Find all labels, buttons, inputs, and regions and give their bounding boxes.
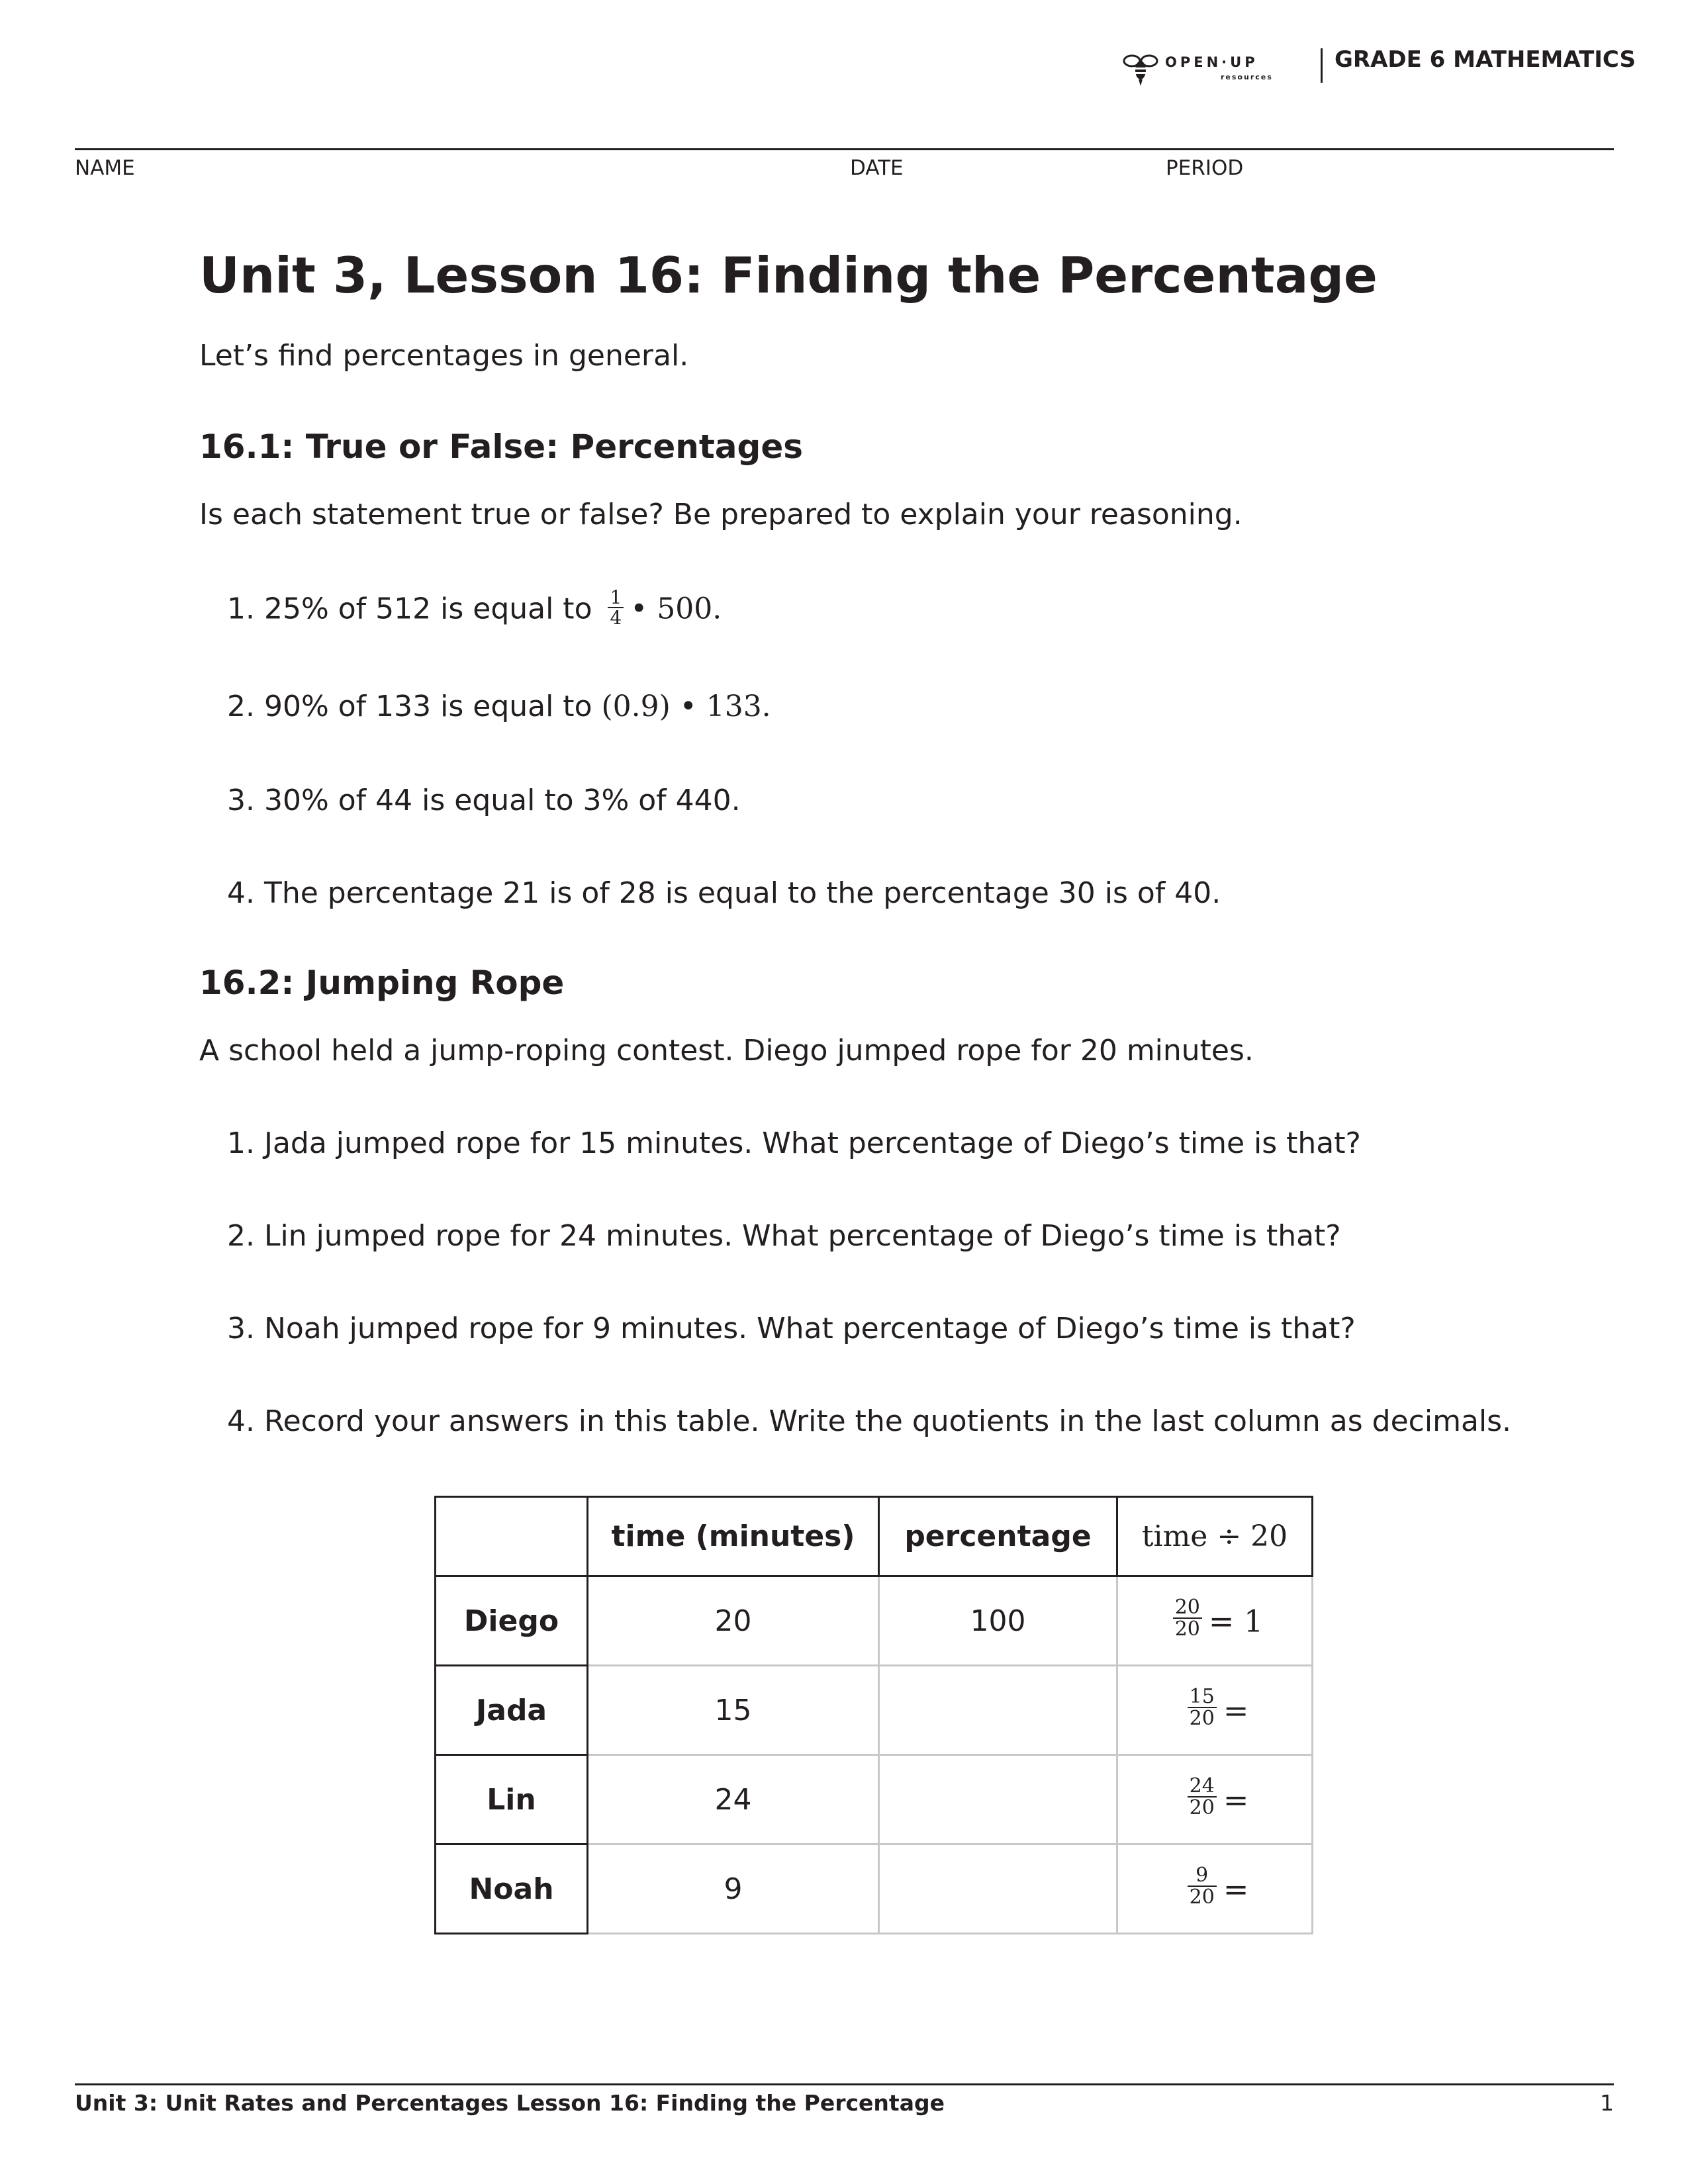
percentage-cell[interactable] — [879, 1666, 1117, 1755]
percentage-cell[interactable] — [879, 1755, 1117, 1844]
section-16-1-prompt: Is each statement true or false? Be prepared to explain your reasoning. — [199, 498, 1243, 531]
list-item: 3. Noah jumped rope for 9 minutes. What percentage of Diego’s time is that? — [227, 1312, 1356, 1345]
time-cell: 9 — [588, 1844, 879, 1934]
logo-wordmark: OPEN·UP — [1165, 54, 1258, 70]
lesson-goal: Let’s find percentages in general. — [199, 339, 689, 373]
time-cell: 15 — [588, 1666, 879, 1755]
quotient-result: = — [1223, 1692, 1249, 1728]
bee-icon — [1123, 50, 1158, 87]
fraction: $\frac{24}{20}$ — [1188, 1776, 1217, 1819]
math-expression: • 500. — [630, 592, 722, 626]
footer-rule — [75, 2083, 1614, 2085]
fraction: $\frac{9}{20}$ — [1188, 1865, 1217, 1908]
time-cell: 24 — [588, 1755, 879, 1844]
period-label: PERIOD — [1166, 156, 1244, 180]
statement-text: 1. 25% of 512 is equal to — [227, 592, 602, 626]
list-item: 1. Jada jumped rope for 15 minutes. What percentage of Diego’s time is that? — [227, 1126, 1361, 1160]
quotient-cell[interactable] — [1117, 1666, 1313, 1755]
table-row — [436, 1844, 1313, 1934]
table-row — [436, 1755, 1313, 1844]
open-up-resources-logo — [1123, 46, 1295, 89]
section-16-1-heading: 16.1: True or False: Percentages — [199, 428, 804, 466]
table-row — [436, 1576, 1313, 1666]
table-header-time: time (minutes) — [588, 1497, 879, 1576]
percentage-cell[interactable] — [879, 1844, 1117, 1934]
list-item — [227, 586, 722, 631]
section-16-2-heading: 16.2: Jumping Rope — [199, 964, 565, 1002]
quotient-cell[interactable] — [1117, 1755, 1313, 1844]
row-name: Jada — [436, 1666, 588, 1755]
row-name: Diego — [436, 1576, 588, 1666]
quotient-result: = — [1223, 1871, 1249, 1907]
table-row — [436, 1666, 1313, 1755]
quotient-result: = — [1223, 1782, 1249, 1817]
percentage-cell: 100 — [879, 1576, 1117, 1666]
fraction: $\frac{1}{4}$ — [608, 588, 624, 628]
table-header-percentage: percentage — [879, 1497, 1117, 1576]
math-expression: (0.9) • 133. — [601, 690, 771, 723]
quotient-result: = 1 — [1208, 1603, 1264, 1639]
name-line — [75, 148, 1614, 150]
list-item: 3. 30% of 44 is equal to 3% of 440. — [227, 784, 741, 817]
header-divider — [1321, 48, 1323, 83]
footer-text: Unit 3: Unit Rates and Percentages Lesson 16: Finding the Percentage — [75, 2090, 945, 2116]
page-number: 1 — [1600, 2090, 1614, 2116]
date-label: DATE — [850, 156, 904, 180]
row-name: Noah — [436, 1844, 588, 1934]
table-header-blank — [436, 1497, 588, 1576]
list-item — [227, 690, 771, 723]
fraction: $\frac{15}{20}$ — [1188, 1686, 1217, 1729]
list-item: 2. Lin jumped rope for 24 minutes. What percentage of Diego’s time is that? — [227, 1219, 1341, 1253]
page-title: Unit 3, Lesson 16: Finding the Percentage — [199, 246, 1378, 304]
name-label: NAME — [75, 156, 135, 180]
list-item: 4. The percentage 21 is of 28 is equal to the percentage 30 is of 40. — [227, 876, 1221, 910]
list-item: 4. Record your answers in this table. Write the quotients in the last column as decimals. — [227, 1404, 1512, 1438]
section-16-2-prompt: A school held a jump-roping contest. Diego jumped rope for 20 minutes. — [199, 1034, 1254, 1068]
logo-subword: resources — [1221, 73, 1273, 81]
grade-label: GRADE 6 MATHEMATICS — [1335, 46, 1636, 73]
jump-rope-table — [434, 1496, 1313, 1934]
statement-text: 2. 90% of 133 is equal to — [227, 690, 602, 723]
fraction: $\frac{20}{20}$ — [1173, 1597, 1202, 1640]
time-cell: 20 — [588, 1576, 879, 1666]
table-header-row — [436, 1497, 1313, 1576]
quotient-cell[interactable] — [1117, 1844, 1313, 1934]
row-name: Lin — [436, 1755, 588, 1844]
quotient-cell — [1117, 1576, 1313, 1666]
table-header-quotient: time ÷ 20 — [1117, 1497, 1313, 1576]
